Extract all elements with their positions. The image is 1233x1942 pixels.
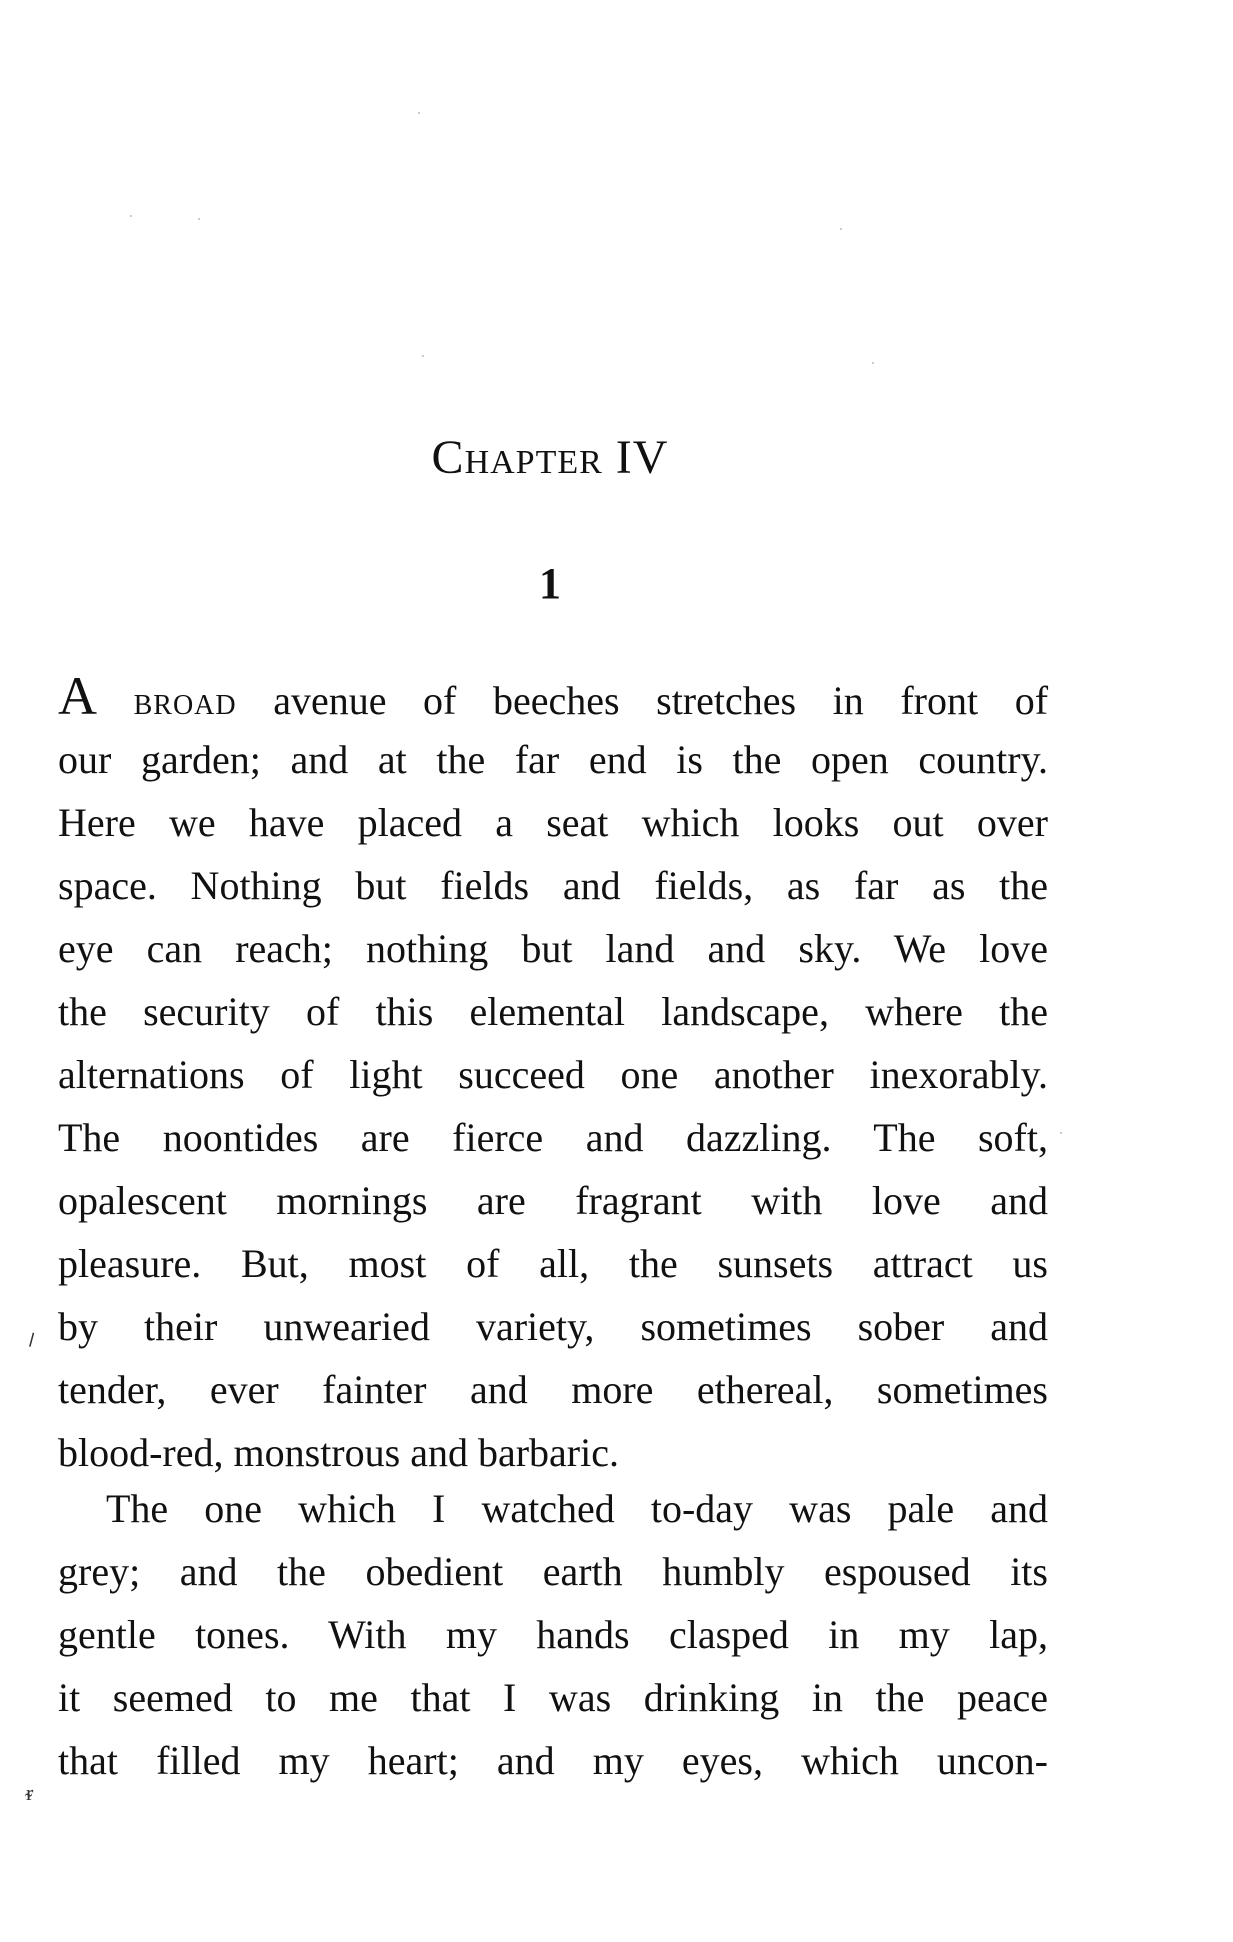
- scan-speck: [418, 112, 420, 114]
- paragraph-line: The noontides are fierce and dazzling. The soft,: [58, 1115, 1048, 1160]
- scan-speck: [130, 215, 132, 217]
- paragraph-line: tender, ever fainter and more ethereal, sometimes: [58, 1367, 1048, 1412]
- paragraph-2: [58, 1477, 1048, 1792]
- paragraph-line: [58, 665, 1048, 728]
- paragraph-line: that filled my heart; and my eyes, which uncon-: [58, 1738, 1048, 1783]
- drop-initial: A: [58, 666, 97, 726]
- paragraph-line: alternations of light succeed one another inexorably.: [58, 1052, 1048, 1097]
- paragraph-line: Here we have placed a seat which looks out over: [58, 800, 1048, 845]
- paragraph-line: opalescent mornings are fragrant with love and: [58, 1178, 1048, 1223]
- paragraph-line: blood-red, monstrous and barbaric.: [58, 1430, 619, 1475]
- paragraph-line: the security of this elemental landscape, where the: [58, 989, 1048, 1034]
- first-line-text: avenue of beeches stretches in front of: [273, 678, 1049, 723]
- paragraph-line: by their unwearied variety, sometimes sober and: [58, 1304, 1048, 1349]
- paragraph-line: eye can reach; nothing but land and sky. We love: [58, 926, 1048, 971]
- paragraph-line: grey; and the obedient earth humbly espoused its: [58, 1549, 1048, 1594]
- opening-word: broad: [133, 678, 237, 723]
- paragraph-1: [58, 665, 1048, 1484]
- paragraph-line: The one which I watched to-day was pale and: [106, 1486, 1048, 1531]
- paragraph-line: gentle tones. With my hands clasped in my lap,: [58, 1612, 1048, 1657]
- scan-speck: [872, 362, 874, 364]
- paragraph-line: space. Nothing but fields and fields, as far as the: [58, 863, 1048, 908]
- paragraph-line: our garden; and at the far end is the open country.: [58, 737, 1048, 782]
- scan-speck: [422, 355, 424, 357]
- scan-speck: [198, 218, 200, 220]
- scan-speck: [840, 228, 842, 230]
- margin-pencil-mark: ⸝: [13, 1316, 44, 1353]
- section-number: 1: [539, 559, 561, 608]
- paragraph-line: pleasure. But, most of all, the sunsets attract us: [58, 1241, 1048, 1286]
- margin-pencil-mark: ᵲ: [26, 1780, 34, 1805]
- chapter-heading: Chapter IV: [431, 431, 669, 484]
- paragraph-line: it seemed to me that I was drinking in the peace: [58, 1675, 1048, 1720]
- scan-speck: [1060, 1132, 1062, 1134]
